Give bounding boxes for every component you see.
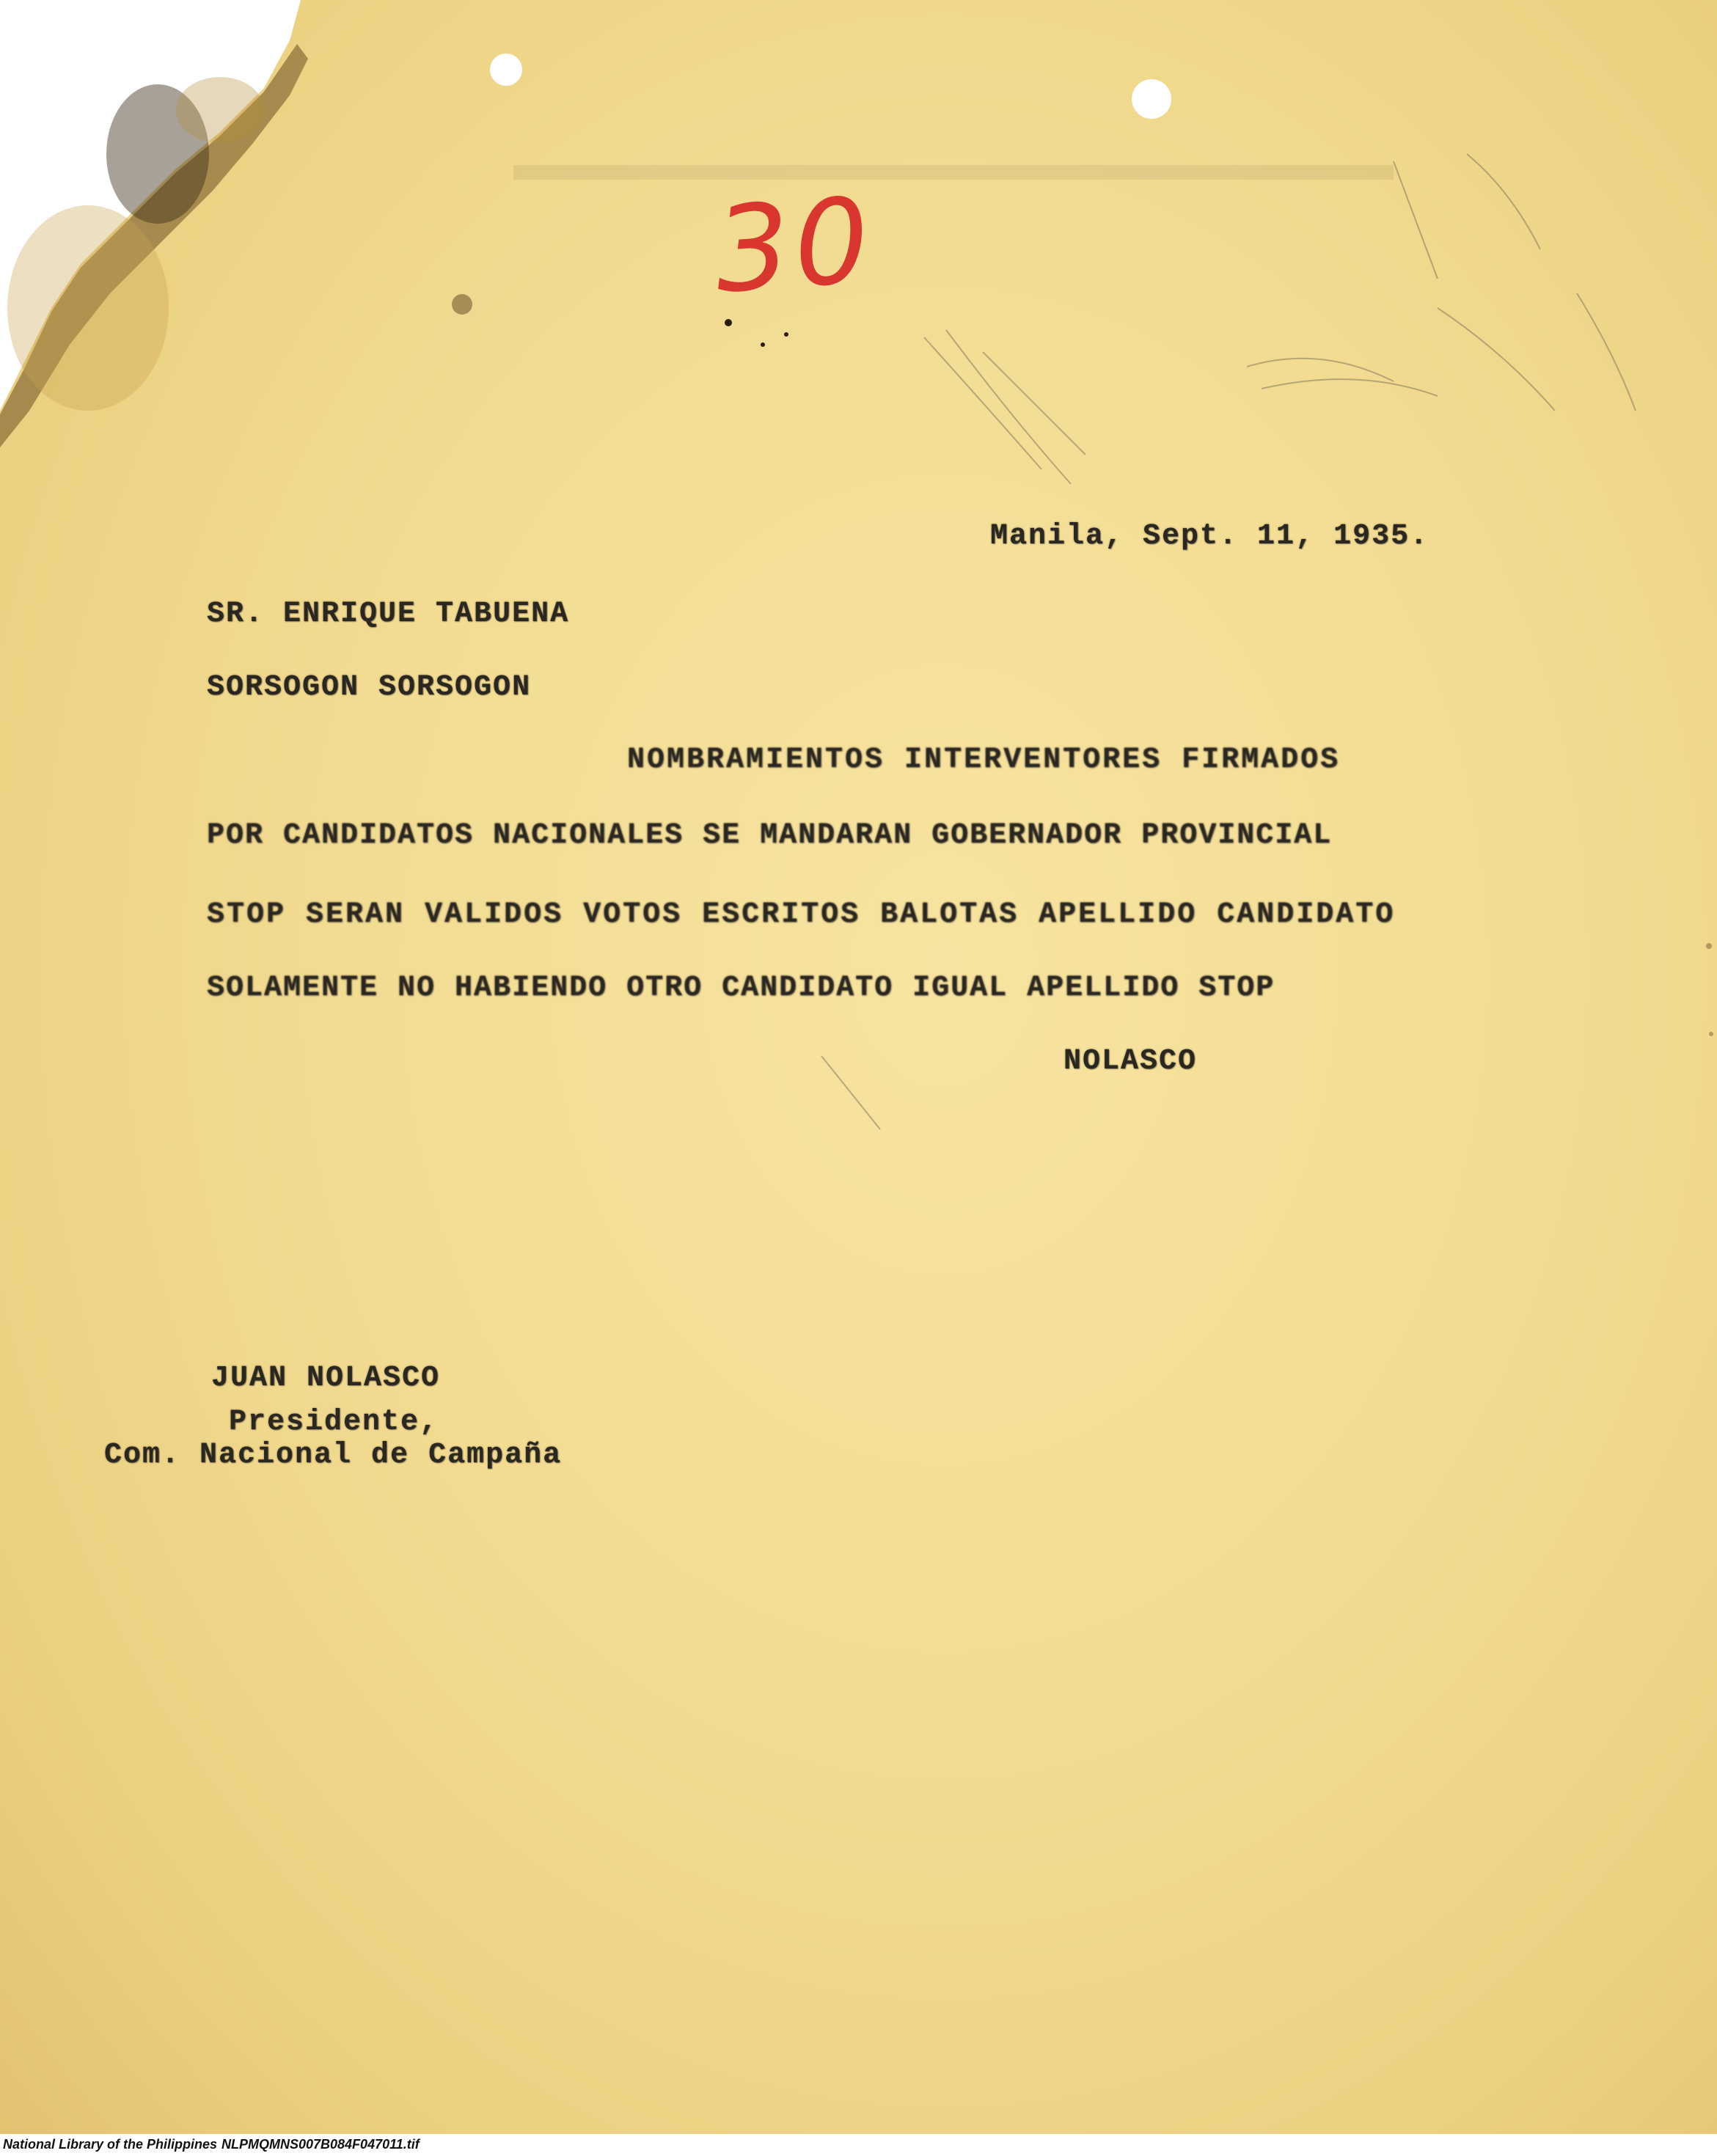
stain-spot	[176, 77, 264, 143]
punch-hole	[490, 54, 522, 86]
body-line: POR CANDIDATOS NACIONALES SE MANDARAN GOBERNADOR PROVINCIAL	[207, 819, 1333, 852]
signatory-title: Presidente,	[229, 1406, 439, 1439]
signatory-name: JUAN NOLASCO	[211, 1362, 441, 1395]
footer-file-id: NLPMQMNS007B084F047011.tif	[222, 2137, 420, 2152]
shadow-band	[513, 165, 1394, 180]
ink-spot	[452, 294, 472, 315]
ink-spot	[784, 332, 788, 337]
body-line: STOP SERAN VALIDOS VOTOS ESCRITOS BALOTAS APELLIDO CANDIDATO	[207, 898, 1396, 931]
ink-spot	[725, 319, 732, 326]
footer-library: National Library of the Philippines	[3, 2137, 218, 2152]
sign-off: NOLASCO	[1063, 1045, 1198, 1078]
body-line: SOLAMENTE NO HABIENDO OTRO CANDIDATO IGUAL APELLIDO STOP	[207, 972, 1275, 1005]
date-line: Manila, Sept. 11, 1935.	[990, 520, 1429, 553]
edge-mark	[1709, 1032, 1713, 1036]
page-number-annotation: 30	[710, 171, 878, 320]
stain-spot	[7, 205, 169, 411]
addressee-name: SR. ENRIQUE TABUENA	[207, 598, 570, 631]
edge-mark	[1706, 943, 1712, 949]
addressee-location: SORSOGON SORSOGON	[207, 671, 532, 704]
body-line: NOMBRAMIENTOS INTERVENTORES FIRMADOS	[627, 744, 1341, 777]
ink-spot	[761, 342, 765, 347]
punch-hole	[1132, 79, 1171, 119]
signatory-organization: Com. Nacional de Campaña	[104, 1439, 563, 1472]
